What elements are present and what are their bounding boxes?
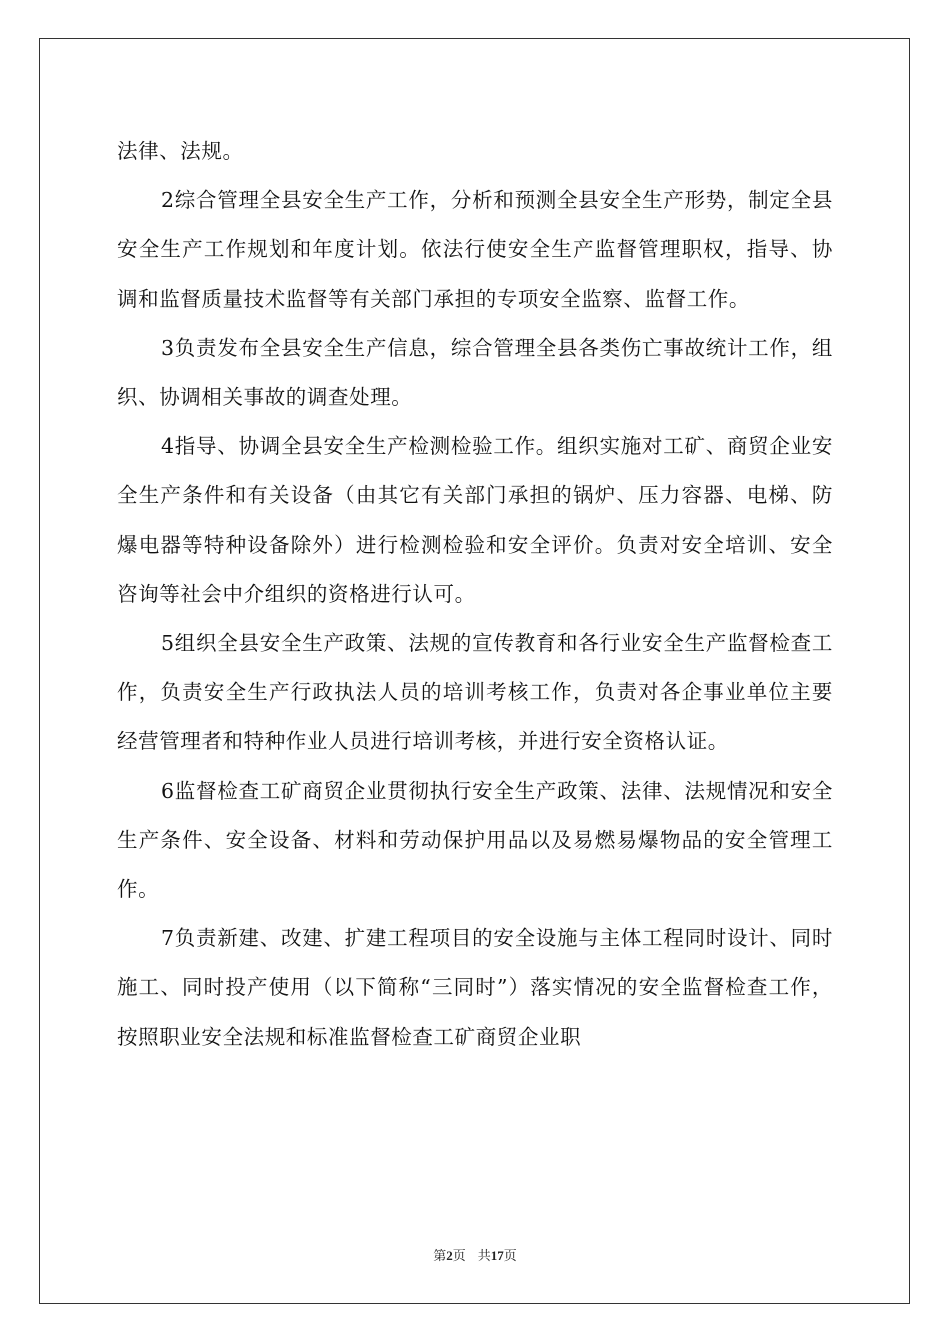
total-pages: 17 [490,1248,504,1263]
page-prefix: 第 [433,1248,447,1263]
paragraph: 6监督检查工矿商贸企业贯彻执行安全生产政策、法律、法规情况和安全生产条件、安全设备、材料和劳动保护用品以及易燃易爆物品的安全管理工作。 [117,778,833,902]
page-number: 2 [446,1248,453,1263]
paragraph: 5组织全县安全生产政策、法规的宣传教育和各行业安全生产监督检查工作，负责安全生产行政执法人员的培训考核工作，负责对各企事业单位主要经营管理者和特种作业人员进行培训考核，并进行安全资格认证。 [117,631,833,754]
paragraph: 2综合管理全县安全生产工作，分析和预测全县安全生产形势，制定全县安全生产工作规划和年度计划。依法行使安全生产监督管理职权，指导、协调和监督质量技术监督等有关部门承担的专项安全监察、监督工作。 [117,188,833,311]
page-suffix: 页 [452,1248,466,1263]
document-body [117,127,833,1062]
paragraph: 3负责发布全县安全生产信息，综合管理全县各类伤亡事故统计工作，组织、协调相关事故的调查处理。 [117,335,833,410]
paragraph: 7负责新建、改建、扩建工程项目的安全设施与主体工程同时设计、同时施工、同时投产使用（以下简称“三同时”）落实情况的安全监督检查工作，按照职业安全法规和标准监督检查工矿商贸企业职 [117,926,833,1049]
paragraph: 4指导、协调全县安全生产检测检验工作。组织实施对工矿、商贸企业安全生产条件和有关设备（由其它有关部门承担的锅炉、压力容器、电梯、防爆电器等特种设备除外）进行检测检验和安全评价。负责对安全培训、安全咨询等社会中介组织的资格进行认可。 [117,434,833,606]
total-suffix: 页 [503,1248,517,1263]
paragraph: 法律、法规。 [117,139,244,163]
page-footer [0,1245,950,1264]
total-prefix: 共 [477,1248,491,1263]
